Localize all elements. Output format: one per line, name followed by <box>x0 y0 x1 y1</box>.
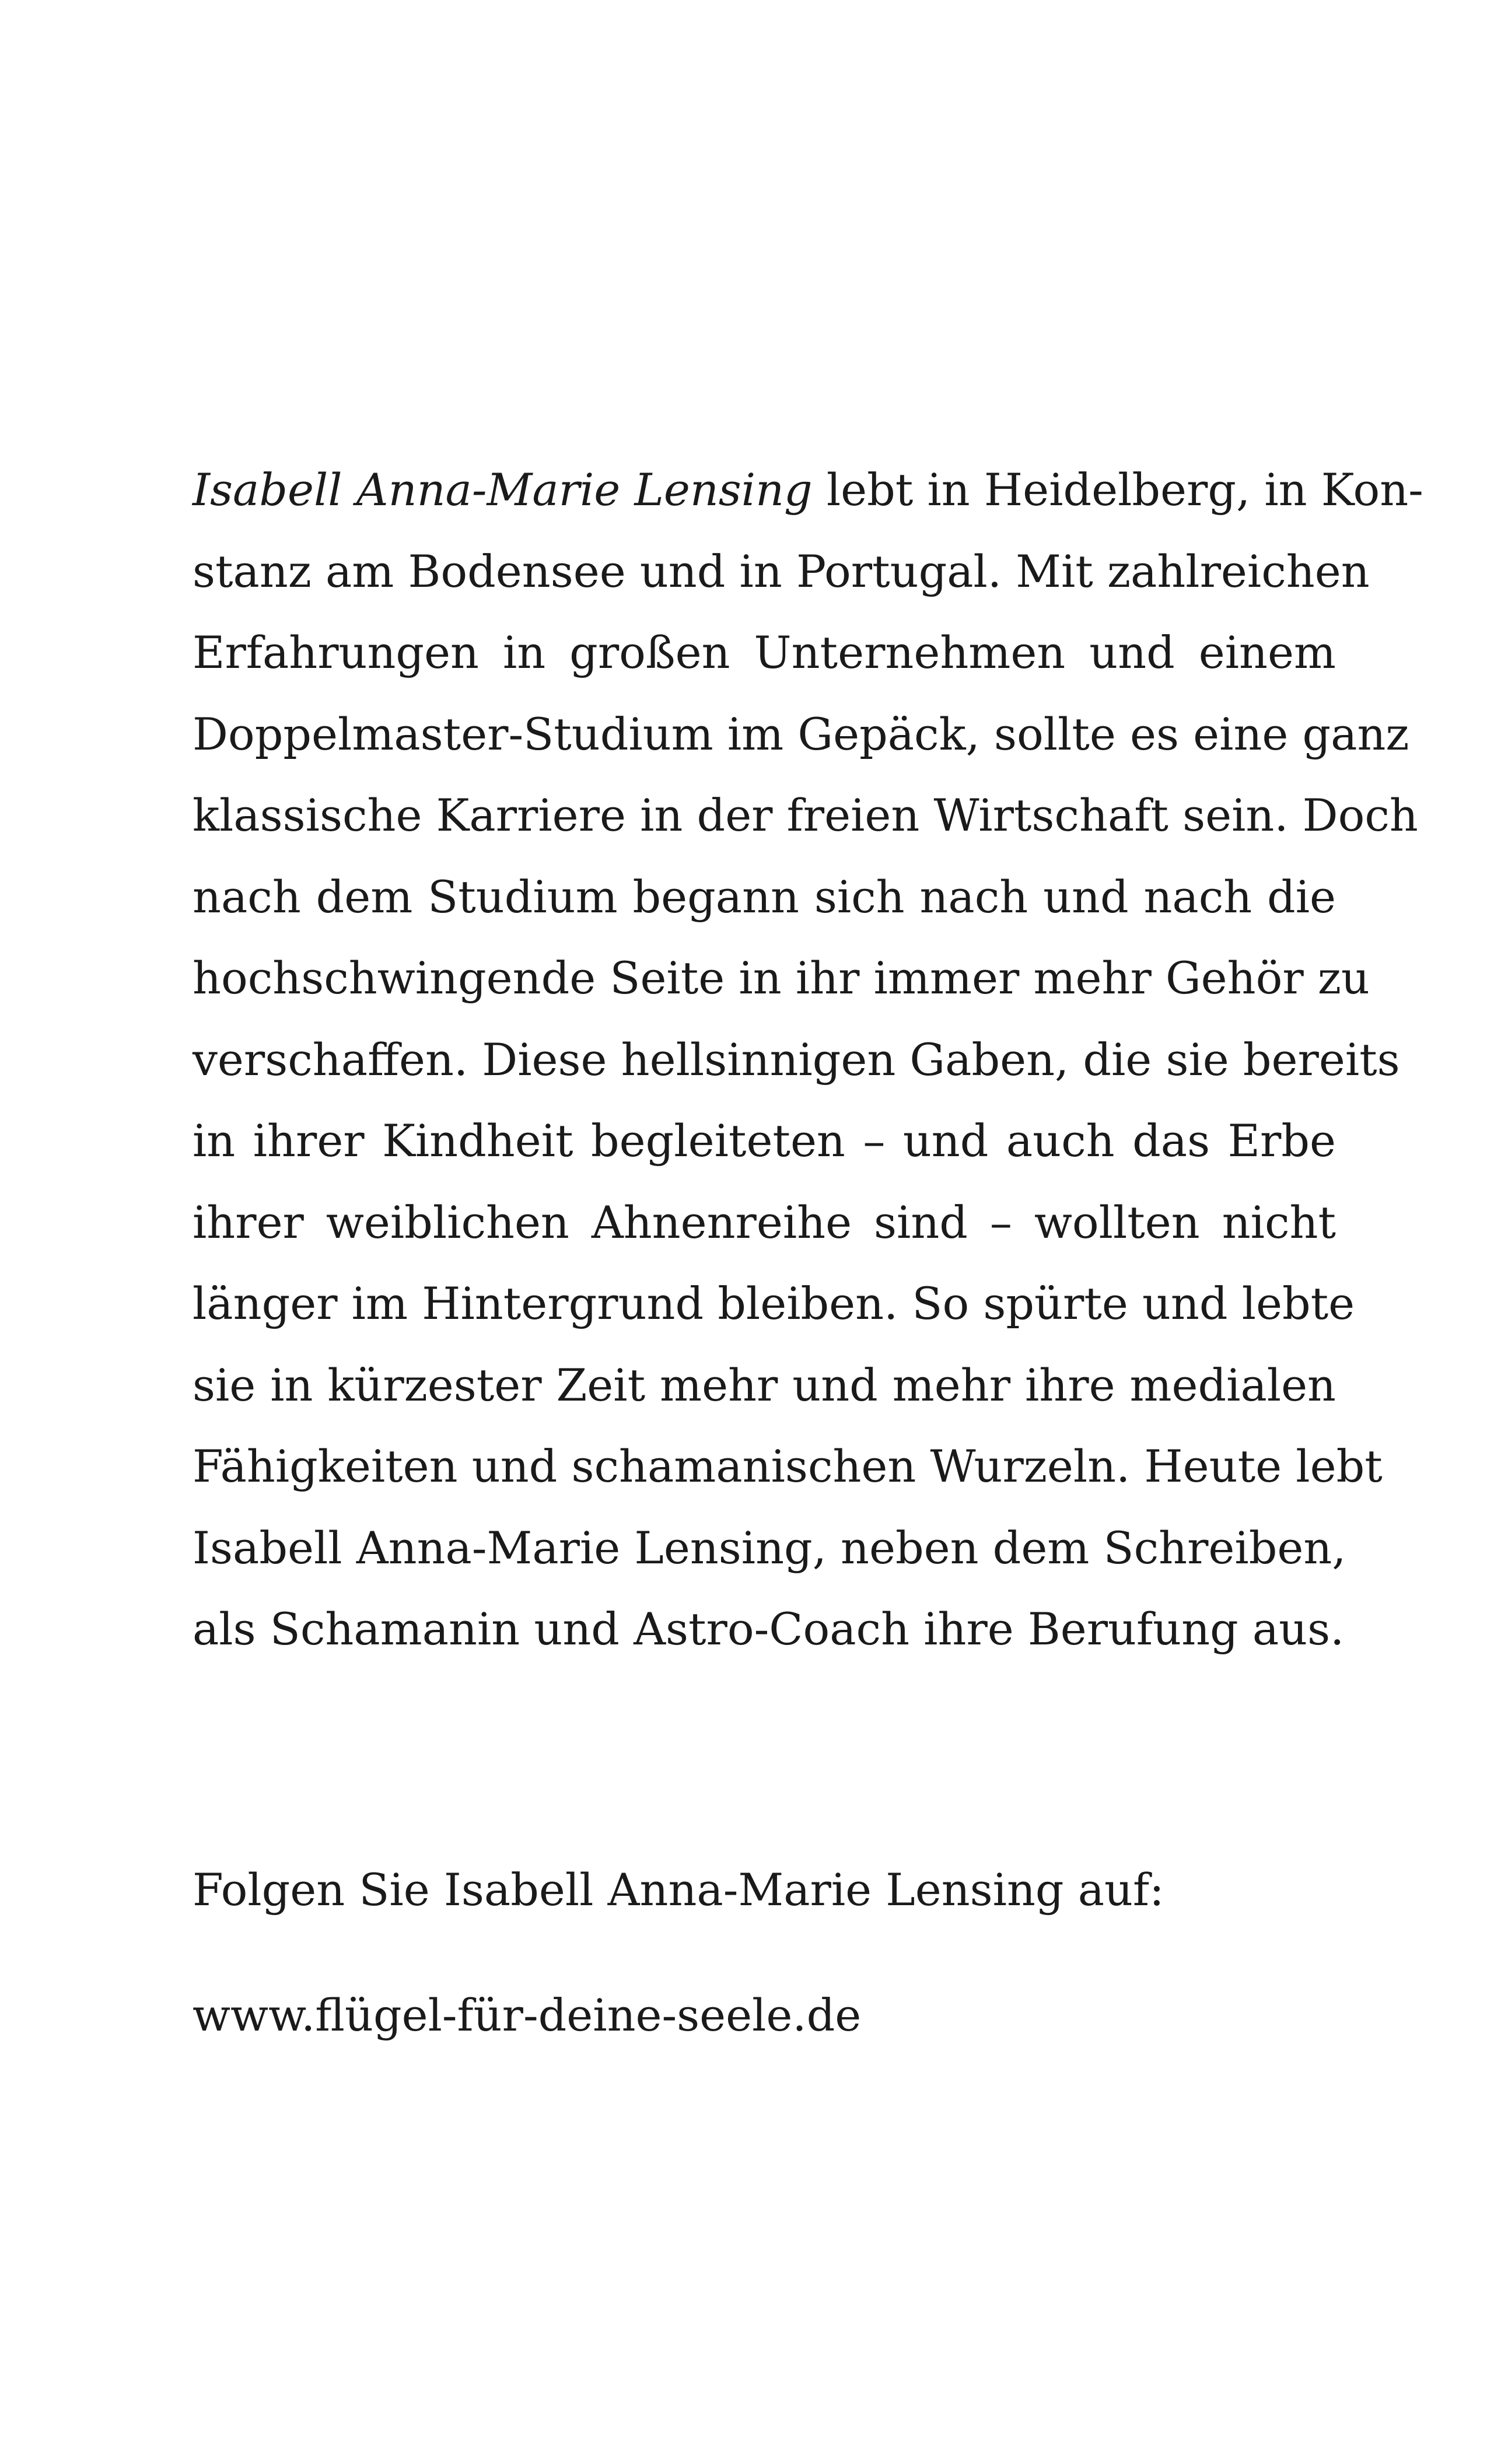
bio-line: ihrer weiblichen Ahnenreihe sind – wollten nicht <box>193 1196 1336 1248</box>
bio-line: Fähigkeiten und schamanischen Wurzeln. Heute lebt <box>193 1440 1383 1492</box>
bio-line: länger im Hintergrund bleiben. So spürte und lebte <box>193 1278 1355 1329</box>
bio-line: nach dem Studium begann sich nach und nach die <box>193 870 1336 923</box>
author-biography <box>193 449 1423 1670</box>
author-name: Isabell Anna-Marie Lensing <box>193 464 813 516</box>
follow-label: Folgen Sie Isabell Anna-Marie Lensing auf: <box>193 1864 1164 1916</box>
bio-line: stanz am Bodensee und in Portugal. Mit zahlreichen <box>193 545 1370 597</box>
bio-line: Isabell Anna-Marie Lensing, neben dem Schreiben, <box>193 1521 1346 1574</box>
website-link[interactable]: www.flügel-für-deine-seele.de <box>193 1989 862 2041</box>
bio-line: klassische Karriere in der freien Wirtschaft sein. Doch <box>193 789 1418 841</box>
bio-line: Doppelmaster-Studium im Gepäck, sollte es eine ganz <box>193 708 1409 760</box>
bio-line: als Schamanin und Astro-Coach ihre Berufung aus. <box>193 1603 1345 1655</box>
bio-line: in ihrer Kindheit begleiteten – und auch das Erbe <box>193 1115 1336 1167</box>
bio-line: Isabell Anna-Marie Lensing lebt in Heidelberg, in Kon- <box>193 464 1423 516</box>
bio-line: hochschwingende Seite in ihr immer mehr Gehör zu <box>193 952 1370 1004</box>
bio-line: Erfahrungen in großen Unternehmen und einem <box>193 626 1336 678</box>
bio-line: verschaffen. Diese hellsinnigen Gaben, die sie bereits <box>193 1033 1400 1086</box>
bio-line: sie in kürzester Zeit mehr und mehr ihre medialen <box>193 1359 1336 1411</box>
